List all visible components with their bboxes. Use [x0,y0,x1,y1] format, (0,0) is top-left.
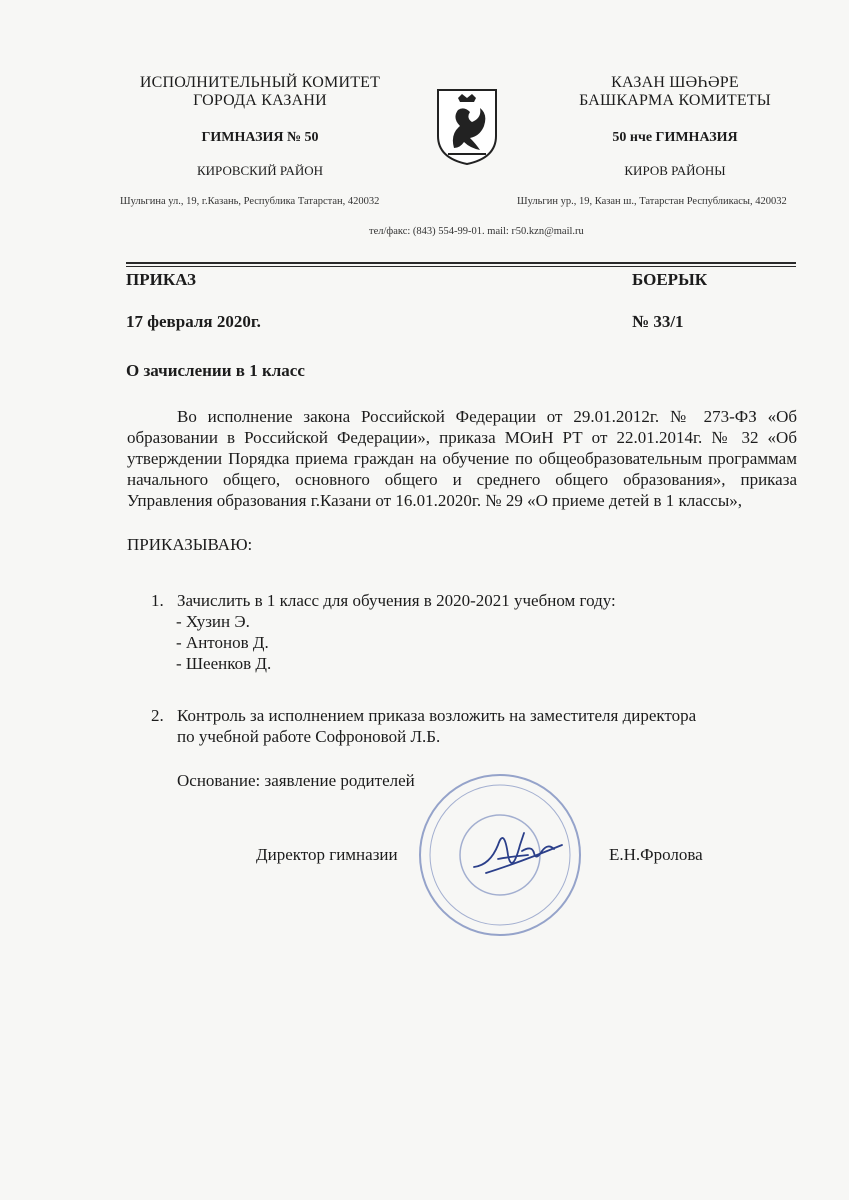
order-basis: Основание: заявление родителей [177,771,415,790]
header-right-line2: БАШКАРМА КОМИТЕТЫ [579,92,771,109]
order-number: № 33/1 [632,312,684,331]
item1-number: 1. [151,591,164,610]
header-left-address: Шульгина ул., 19, г.Казань, Республика Татарстан, 420032 [120,196,380,207]
handwritten-signature [468,815,568,890]
list-item: - Антонов Д. [176,633,269,652]
header-contact: тел/факс: (843) 554-99-01. mail: г50.kzn@mail.ru [369,226,584,237]
signature-name: Е.Н.Фролова [609,845,703,864]
item2-line1: Контроль за исполнением приказа возложить на заместителя директора [177,706,697,725]
header-left-block [120,74,400,110]
header-left-line2: ГОРОДА КАЗАНИ [193,92,327,109]
header-left-district: КИРОВСКИЙ РАЙОН [197,163,323,178]
header-divider-thick [126,262,796,264]
header-left-line1: ИСПОЛНИТЕЛЬНЫЙ КОМИТЕТ [139,74,381,91]
header-left-school: ГИМНАЗИЯ № 50 [201,130,319,145]
kazan-coat-of-arms-icon [436,88,498,166]
item1-text: Зачислить в 1 класс для обучения в 2020-2021 учебном году: [177,591,616,610]
signature-position: Директор гимназии [256,845,398,864]
order-command-word: ПРИКАЗЫВАЮ: [127,535,253,554]
header-divider-thin [126,266,796,267]
header-right-district: КИРОВ РАЙОНЫ [624,163,726,178]
item2-line2: по учебной работе Софроновой Л.Б. [177,727,441,746]
order-title-tt: БОЕРЫК [632,270,708,289]
item2-number: 2. [151,706,164,725]
order-date: 17 февраля 2020г. [126,312,261,331]
order-preamble: Во исполнение закона Российской Федерации от 29.01.2012г. № 273-ФЗ «Об образовании в Российской Федерации», приказа МОиН РТ от 22.01.2014г. № 32 «Об утверждении Порядка приема граждан на обучение по общеобразовательным программам начального общего, основного общего и среднего общего образования», приказа Управления образования г.Казани от 16.01.2020г. № 29 «О приеме детей в 1 классы», [127,407,797,510]
list-item: - Шеенков Д. [176,654,272,673]
student-list [176,611,271,674]
list-item: - Хузин Э. [176,612,250,631]
header-right-school: 50 нче ГИМНАЗИЯ [612,130,738,145]
order-subject: О зачислении в 1 класс [126,361,305,380]
header-right-block [540,74,810,110]
header-right-address: Шульгин ур., 19, Казан ш., Татарстан Республикасы, 420032 [517,196,787,207]
header-right-line1: КАЗАН ШӘҺӘРЕ [611,74,739,91]
item2-text [177,705,696,747]
order-title-ru: ПРИКАЗ [126,270,196,289]
